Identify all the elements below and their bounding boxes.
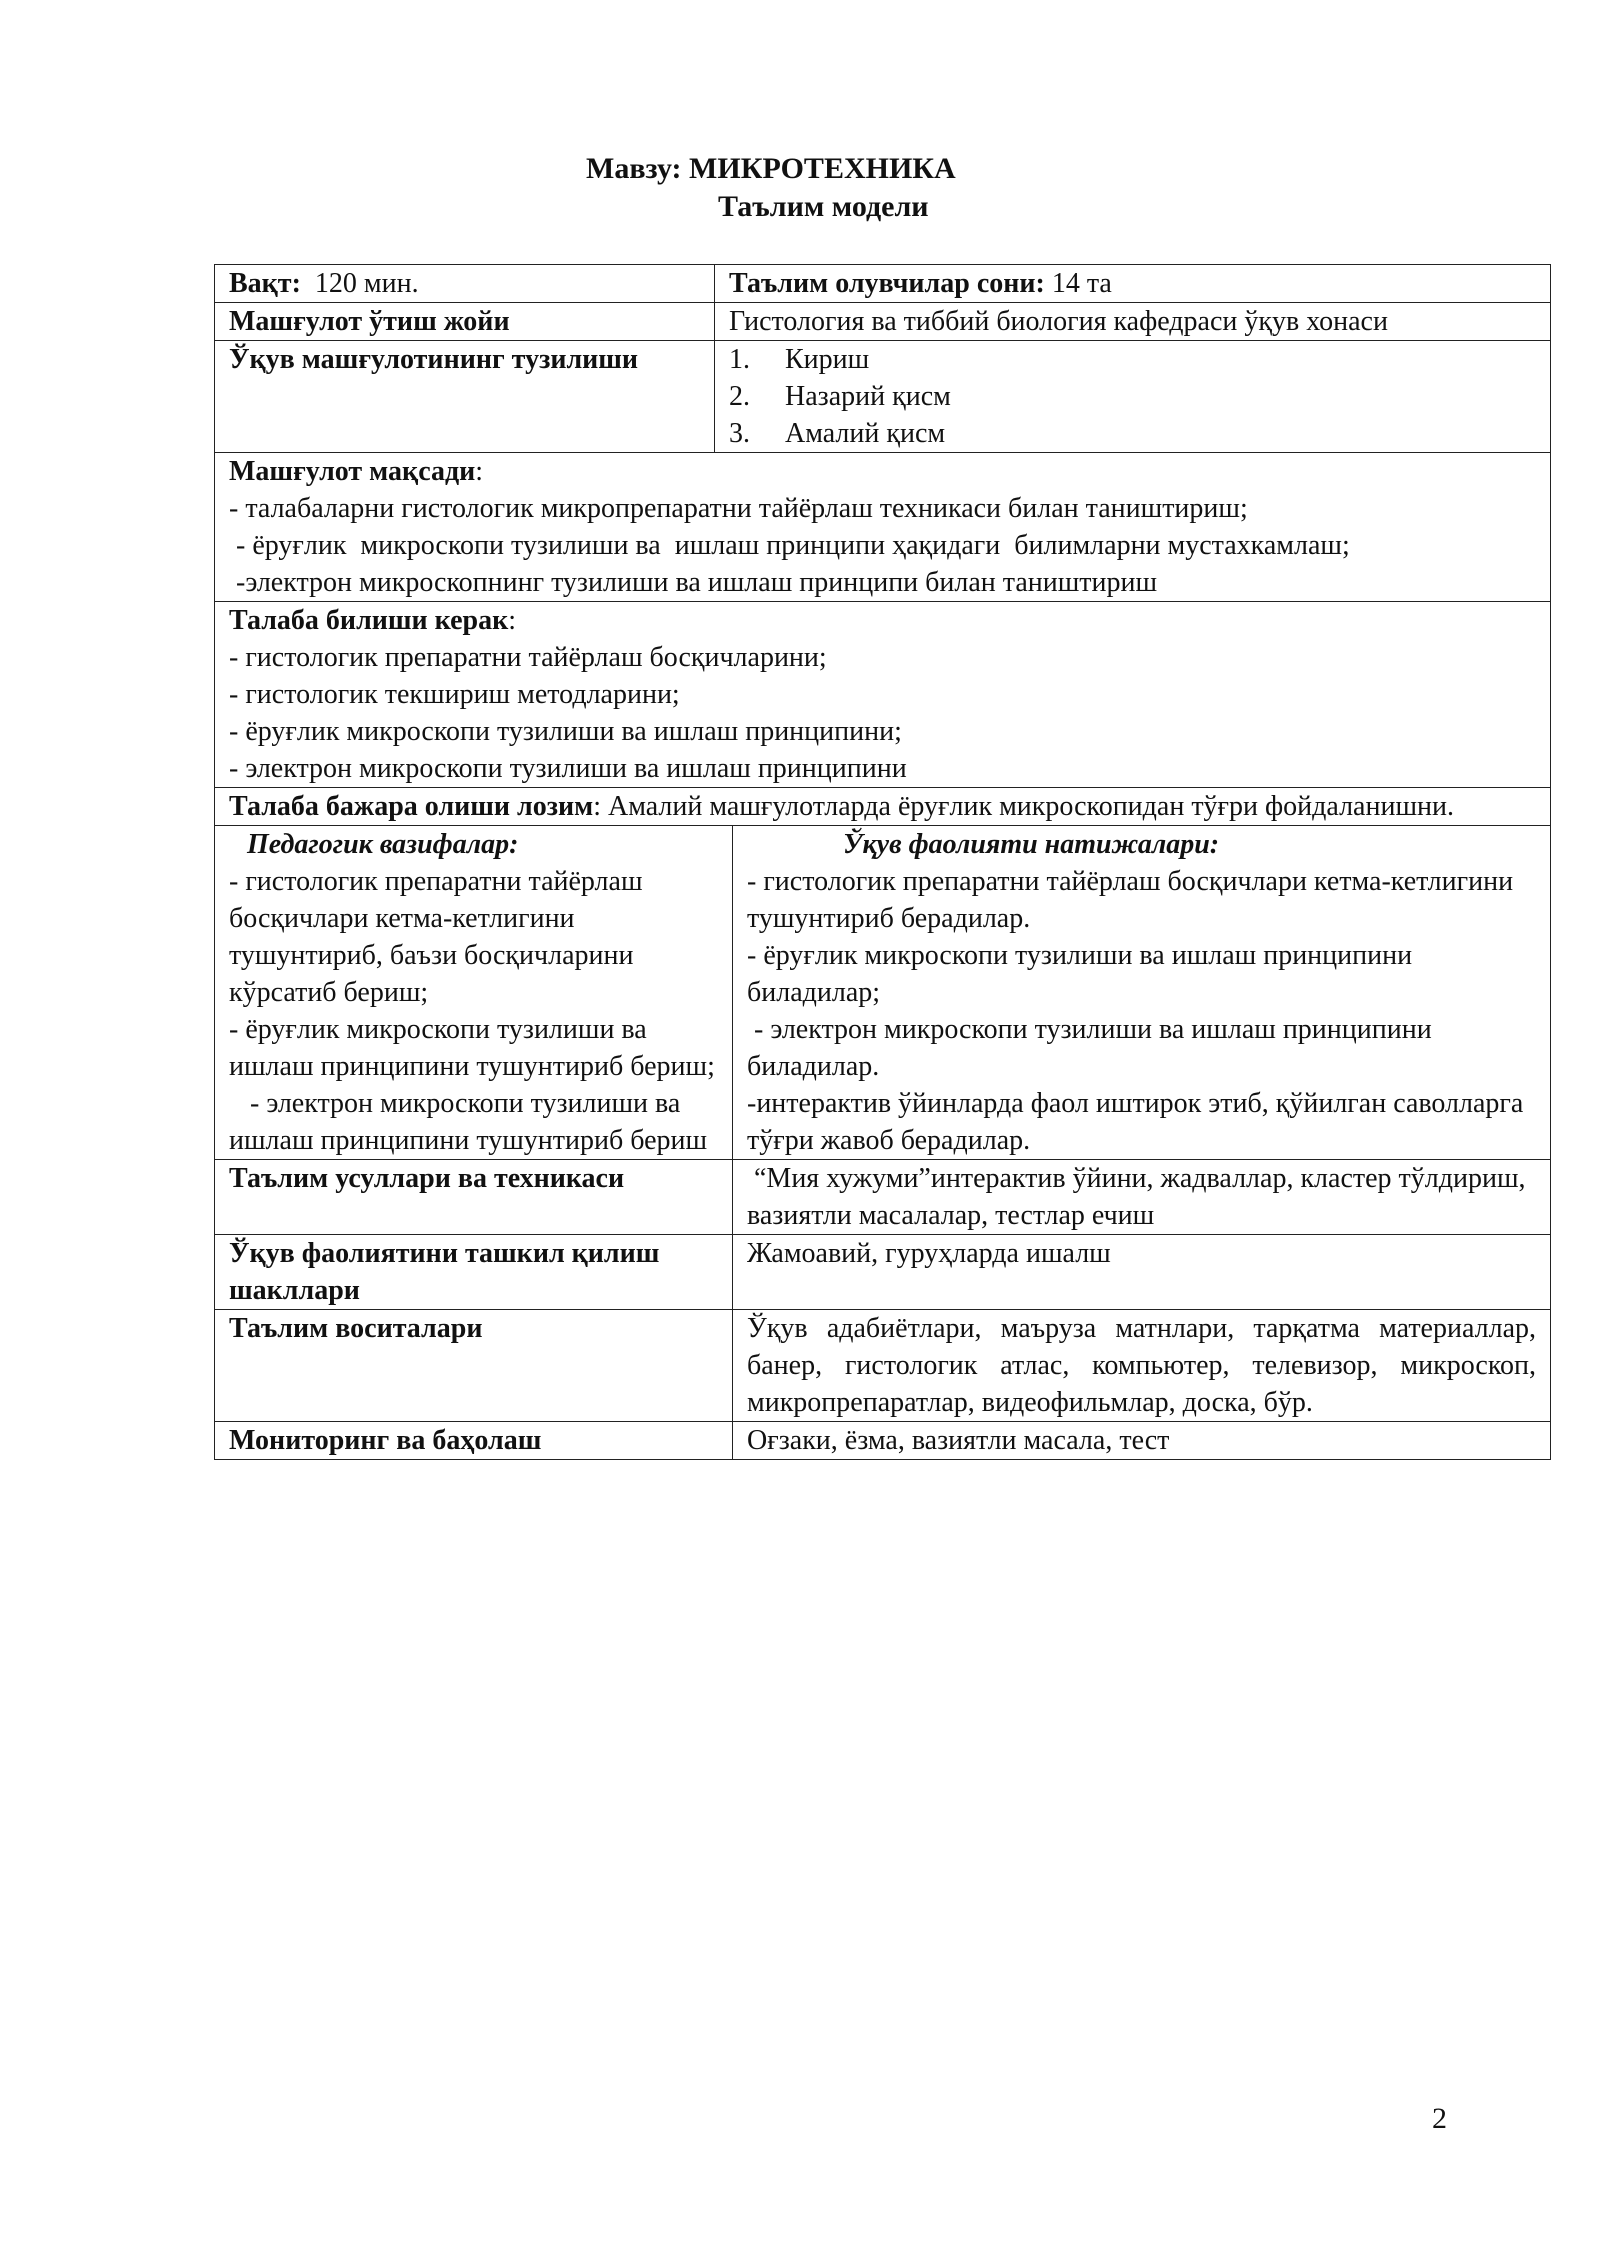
tools-label: Таълим воситалари (215, 1310, 733, 1422)
monitoring-label: Мониторинг ва баҳолаш (215, 1422, 733, 1460)
structure-label: Ўқув машғулотининг тузилиши (215, 341, 715, 453)
table-row (215, 1310, 1551, 1422)
result-line: - ёруғлик микроскопи тузилиши ва ишлаш принципини биладилар; (747, 940, 1413, 1008)
table-row (215, 303, 1551, 341)
goal-line: - талабаларни гистологик микропрепаратни тайёрлаш техникаси билан таништириш; (229, 493, 1248, 524)
learning-results-cell (733, 826, 1551, 1160)
students-cell: Таълим олувчилар сони: 14 та (715, 265, 1551, 303)
table-row (215, 265, 1551, 303)
table-row (215, 602, 1551, 788)
ped-line: - электрон микроскопи тузилиши ва ишлаш принципини тушунтириб бериш (229, 1088, 708, 1156)
goal-cell: Машғулот мақсади: - талабаларни гистологик микропрепаратни тайёрлаш техникаси билан таништириш; - ёруғлик микроскопи тузилиши ва ишлаш принципи ҳақидаги билимларни мустахкамлаш; -электрон микроскопнинг тузилиши ва ишлаш принципи билан таништириш (215, 453, 1551, 602)
know-line: - ёруғлик микроскопи тузилиши ва ишлаш принципини; (229, 716, 902, 747)
subtitle: Таълим модели (718, 190, 929, 223)
page-number: 2 (1432, 2102, 1447, 2135)
topic-heading: Мавзу: МИКРОТЕХНИКА (586, 152, 956, 185)
table-row (215, 788, 1551, 826)
forms-value: Жамоавий, гуруҳларда ишалш (733, 1235, 1551, 1310)
do-cell: Талаба бажара олиши лозим: Амалий машғулотларда ёруғлик микроскопидан тўғри фойдаланишни. (215, 788, 1551, 826)
time-cell: Вақт: 120 мин. (215, 265, 715, 303)
goal-line: -электрон микроскопнинг тузилиши ва ишлаш принципи билан таништириш (229, 567, 1158, 598)
table-row (215, 826, 1551, 1160)
structure-list (729, 341, 1536, 452)
ped-heading: Педагогик вазифалар: (247, 829, 519, 860)
table-row (215, 341, 1551, 453)
methods-value: “Мия хужуми”интерактив ўйини, жадваллар, кластер тўлдириш, вазиятли масалалар, тестлар ечиш (733, 1160, 1551, 1235)
ped-line: - ёруғлик микроскопи тузилиши ва ишлаш принципини тушунтириб бериш; (229, 1014, 715, 1082)
methods-label: Таълим усуллари ва техникаси (215, 1160, 733, 1235)
list-item: 2. Назарий қисм (729, 381, 951, 412)
table-row (215, 1235, 1551, 1310)
table-row (215, 1422, 1551, 1460)
table-row (215, 453, 1551, 602)
results-heading: Ўқув фаолияти натижалари: (843, 829, 1220, 860)
list-item: 1. Кириш (729, 344, 870, 375)
know-cell: Талаба билиши керак: - гистологик препаратни тайёрлаш босқичларини; - гистологик текшириш методларини; - ёруғлик микроскопи тузилиши ва ишлаш принципини; - электрон микроскопи тузилиши ва ишлаш принципини (215, 602, 1551, 788)
monitoring-value: Оғзаки, ёзма, вазиятли масала, тест (733, 1422, 1551, 1460)
know-line: - гистологик препаратни тайёрлаш босқичларини; (229, 642, 827, 673)
place-value: Гистология ва тиббий биология кафедраси ўқув хонаси (715, 303, 1551, 341)
place-label: Машғулот ўтиш жойи (215, 303, 715, 341)
table-row (215, 1160, 1551, 1235)
ped-line: - гистологик препаратни тайёрлаш босқичлари кетма-кетлигини тушунтириб, баъзи босқичларини кўрсатиб бериш; (229, 866, 643, 1008)
teaching-model-table (214, 264, 1551, 1460)
forms-label: Ўқув фаолиятини ташкил қилиш шакллари (215, 1235, 733, 1310)
goal-line: - ёруғлик микроскопи тузилиши ва ишлаш принципи ҳақидаги билимларни мустахкамлаш; (229, 530, 1350, 561)
result-line: -интерактив ўйинларда фаол иштирок этиб, қўйилган саволларга тўғри жавоб берадилар. (747, 1088, 1524, 1156)
structure-list-cell (715, 341, 1551, 453)
result-line: - гистологик препаратни тайёрлаш босқичлари кетма-кетлигини тушунтириб берадилар. (747, 866, 1514, 934)
result-line: - электрон микроскопи тузилиши ва ишлаш принципини биладилар. (747, 1014, 1439, 1082)
tools-value: Ўқув адабиётлари, маъруза матнлари, тарқатма материаллар, банер, гистологик атлас, компьютер, телевизор, микроскоп, микропрепаратлар, видеофильмлар, доска, бўр. (733, 1310, 1551, 1422)
know-line: - гистологик текшириш методларини; (229, 679, 680, 710)
pedagogical-tasks-cell (215, 826, 733, 1160)
know-line: - электрон микроскопи тузилиши ва ишлаш принципини (229, 753, 907, 784)
list-item: 3. Амалий қисм (729, 418, 946, 449)
